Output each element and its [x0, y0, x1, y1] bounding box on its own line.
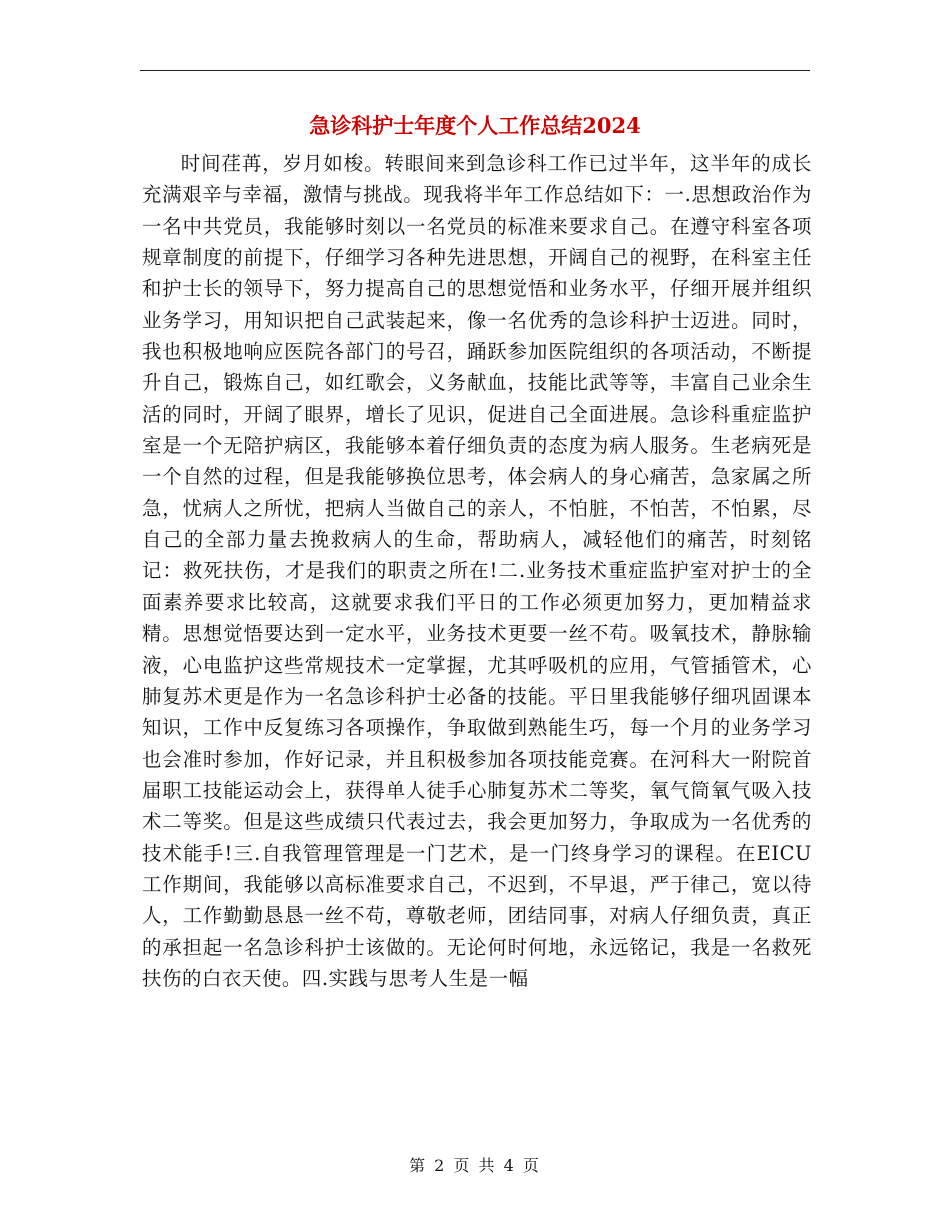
- document-title: 急诊科护士年度个人工作总结2024: [309, 113, 641, 138]
- header-rule: [140, 70, 810, 71]
- document-body: 时间荏苒，岁月如梭。转眼间来到急诊科工作已过半年，这半年的成长充满艰辛与幸福，激情与挑战。现我将半年工作总结如下：一.思想政治作为一名中共党员，我能够时刻以一名党员的标准来要求自己。在遵守科室各项规章制度的前提下，仔细学习各种先进思想，开阔自己的视野，在科室主任和护士长的领导下，努力提高自己的思想觉悟和业务水平，仔细开展并组织业务学习，用知识把自己武装起来，像一名优秀的急诊科护士迈进。同时，我也积极地响应医院各部门的号召，踊跃参加医院组织的各项活动，不断提升自己，锻炼自己，如红歌会，义务献血，技能比武等等，丰富自己业余生活的同时，开阔了眼界，增长了见识，促进自己全面进展。急诊科重症监护室是一个无陪护病区，我能够本着仔细负责的态度为病人服务。生老病死是一个自然的过程，但是我能够换位思考，体会病人的身心痛苦，急家属之所急，忧病人之所忧，把病人当做自己的亲人，不怕脏，不怕苦，不怕累，尽自己的全部力量去挽救病人的生命，帮助病人，减轻他们的痛苦，时刻铭记：救死扶伤，才是我们的职责之所在!二.业务技术重症监护室对护士的全面素养要求比较高，这就要求我们平日的工作必须更加努力，更加精益求精。思想觉悟要达到一定水平，业务技术更要一丝不苟。吸氧技术，静脉输液，心电监护这些常规技术一定掌握，尤其呼吸机的应用，气管插管术，心肺复苏术更是作为一名急诊科护士必备的技能。平日里我能够仔细巩固课本知识，工作中反复练习各项操作，争取做到熟能生巧，每一个月的业务学习也会准时参加，作好记录，并且积极参加各项技能竞赛。在河科大一附院首届职工技能运动会上，获得单人徒手心肺复苏术二等奖，氧气筒氧气吸入技术二等奖。但是这些成绩只代表过去，我会更加努力，争取成为一名优秀的技术能手!三.自我管理管理是一门艺术，是一门终身学习的课程。在EICU工作期间，我能够以高标准要求自己，不迟到，不早退，严于律己，宽以待人，工作勤勤恳恳一丝不苟，尊敬老师，团结同事，对病人仔细负责，真正的承担起一名急诊科护士该做的。无论何时何地，永远铭记，我是一名救死扶伤的白衣天使。四.实践与思考人生是一幅: [142, 152, 812, 990]
- page-number: 第 2 页 共 4 页: [409, 1156, 541, 1175]
